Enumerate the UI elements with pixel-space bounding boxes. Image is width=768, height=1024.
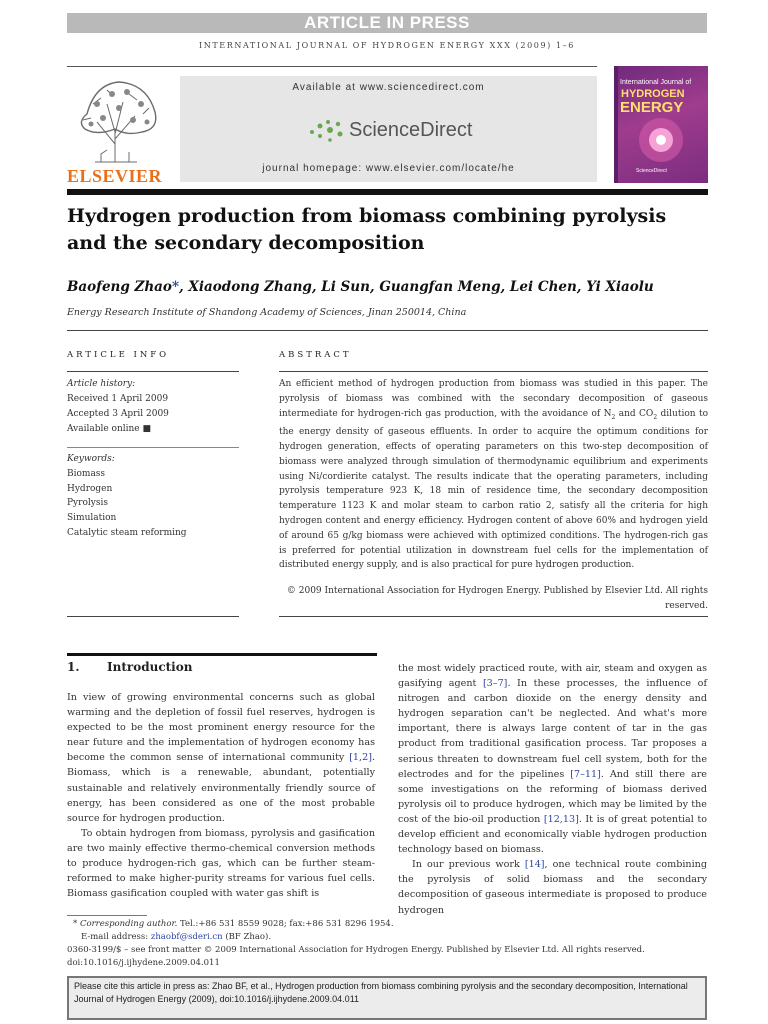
abstract-bottom-rule: [279, 616, 708, 617]
abstract-copyright: © 2009 International Association for Hydrogen Energy. Published by Elsevier Ltd. All rights reserved.: [286, 586, 708, 611]
header-rule: [67, 66, 597, 67]
keywords-list: [67, 452, 239, 541]
cover-line1: International Journal of: [620, 79, 692, 86]
paragraph: To obtain hydrogen from biomass, pyrolysis and gasification are two mainly effective thermo-chemical conversion methods to produce hydrogen-rich gas, which can be further steam-reformed to make higher-purity streams for various fuel cells. Biomass gasification coupled with water gas shift is: [67, 827, 375, 900]
keyword: Simulation: [67, 513, 117, 524]
footnote-rule: [67, 915, 147, 916]
intro-section-number: 1.: [67, 660, 80, 674]
keywords-divider: [67, 447, 239, 448]
cover-sciencedirect-badge: ScienceDirect: [636, 168, 667, 174]
keyword: Catalytic steam reforming: [67, 527, 187, 538]
intro-section-bar: [67, 653, 377, 656]
subscript: 2: [653, 413, 658, 421]
abstract-text: [279, 377, 708, 573]
email-label: E-mail address:: [81, 932, 151, 942]
sciencedirect-logo-text: ScienceDirect: [349, 119, 473, 141]
footnotes: [67, 918, 707, 970]
elsevier-wordmark: ELSEVIER: [67, 166, 163, 186]
abstract-rule: [279, 371, 708, 372]
issn-line: 0360-3199/$ – see front matter © 2009 International Association for Hydrogen Energy. Published by Elsevier Ltd. All rights reserved.: [67, 945, 645, 955]
paragraph: [398, 661, 707, 857]
paragraph: [398, 857, 707, 917]
subscript: 2: [611, 413, 616, 421]
body-column-left: [67, 690, 375, 901]
keyword: Biomass: [67, 468, 106, 479]
affiliation: Energy Research Institute of Shandong Academy of Sciences, Jinan 250014, China: [67, 307, 467, 318]
article-info-bottom-rule: [67, 616, 239, 617]
header-thick-rule: [67, 189, 708, 195]
cover-line3: ENERGY: [620, 99, 684, 116]
other-authors: , Xiaodong Zhang, Li Sun, Guangfan Meng, Lei Chen, Yi Xiaolu: [179, 279, 654, 295]
article-info-heading: ARTICLE INFO: [67, 350, 170, 360]
abstract-part: and CO: [615, 408, 654, 419]
author-list: [67, 279, 707, 295]
email-note: [67, 931, 707, 944]
keywords-label: Keywords:: [67, 454, 115, 464]
sciencedirect-available-link[interactable]: Available at www.sciencedirect.com: [292, 82, 485, 93]
abstract-part: dilution to the energy density of gaseous effluents. In order to acquire the optimum conditions for hydrogen generation, effects of operating parameters on this two-step decomposition of biomass were analyzed through simulation of thermodynamic equilibrium and experiments using Ni/cordierite catalyst. The results indicate that the operating parameters, including pyrolysis temperature 923 K, 18 min of residence time, the secondary decomposition temperature 1123 K and molar steam to carbon ratio 2, satisfy all the criteria for high hydrogen content and energy efficiency. Hydrogen content of above 60% and hydrogen yield of around 65 g/kg biomass were achieved with optimized conditions. The hydrogen-rich gas is preferred for potential utilization in downstream fuel cells for the implementation of distributed energy supply, and is also practical for pure hydrogen production.: [279, 408, 708, 571]
citation-link[interactable]: [14]: [524, 859, 545, 871]
section-rule: [67, 330, 708, 331]
text-run: In our previous work: [412, 859, 525, 871]
abstract-heading: ABSTRACT: [279, 350, 352, 360]
text-run: the most widely practiced route, with air, steam and oxygen as gasifying agent: [398, 663, 707, 690]
paper-title: Hydrogen production from biomass combining pyrolysis and the secondary decomposition: [67, 205, 667, 254]
online-date: Available online ■: [67, 424, 151, 434]
journal-running-head: INTERNATIONAL JOURNAL OF HYDROGEN ENERGY XXX (2009) 1–6: [199, 41, 575, 50]
corr-text: Tel.:+86 531 8559 9028; fax:+86 531 8296 1954.: [177, 919, 394, 929]
paragraph: [67, 690, 375, 826]
abstract-part: An efficient method of hydrogen production from biomass was studied in this paper. The pyrolysis of biomass was combined with the secondary decomposition of gaseous intermediate for hydrogen-rich gas production, with the avoidance of N: [279, 379, 708, 419]
citation-link[interactable]: [1,2]: [349, 752, 372, 764]
keyword: Pyrolysis: [67, 498, 108, 509]
email-link[interactable]: zhaobf@sderi.cn: [150, 932, 223, 942]
text-run: . Biomass, which is a renewable, abundant, potentially sustainable and relatively environmentally friendly source of energy, has been considered as one of the most probable source for hydrogen production.: [67, 752, 375, 824]
text-run: . And still there are some investigations on the reforming of biomass derived pyrolysis oil to produce hydrogen, which may be limited by the cost of the bio-oil production: [398, 768, 707, 825]
corresponding-author-marker[interactable]: *: [171, 279, 179, 295]
first-author: Baofeng Zhao: [67, 279, 172, 295]
intro-section-title: Introduction: [107, 660, 193, 674]
text-run: In view of growing environmental concerns such as global warming and the depletion of fossil fuel reserves, hydrogen is expected to be the most prominent energy resource for the near future and the implementation of hydrogen economy has become the common sense of international community: [67, 692, 375, 764]
text-run: , one technical route combining the pyrolysis of solid biomass and the secondary decomposition of gaseous intermediate is proposed to produce hydrogen: [398, 859, 707, 916]
article-in-press-banner: ARTICLE IN PRESS: [67, 13, 707, 33]
article-history: [67, 377, 239, 437]
article-info-rule: [67, 371, 239, 372]
cover-line2: HYDROGEN: [621, 88, 685, 100]
history-label: Article history:: [67, 379, 136, 389]
text-run: . It is of great potential to develop efficient and economically viable hydrogen production technology based on biomass.: [398, 813, 707, 856]
accepted-date: Accepted 3 April 2009: [67, 409, 169, 419]
body-column-right: [398, 661, 707, 918]
keyword: Hydrogen: [67, 483, 113, 494]
corr-label: * Corresponding author.: [73, 919, 178, 929]
citation-link[interactable]: [3–7]: [482, 678, 508, 690]
corresponding-author-note: [67, 918, 707, 931]
citation-link[interactable]: [12,13]: [543, 813, 579, 825]
citation-link[interactable]: [7–11]: [570, 768, 601, 780]
citation-box: Please cite this article in press as: Zhao BF, et al., Hydrogen production from biomass combining pyrolysis and the secondary decomposition, International Journal of Hydrogen Energy (2009), doi:10.1016/j.ijhydene.2009.04.011: [67, 976, 707, 1020]
journal-homepage-link[interactable]: journal homepage: www.elsevier.com/locate/he: [262, 163, 515, 174]
doi-line: doi:10.1016/j.ijhydene.2009.04.011: [67, 958, 220, 968]
email-tail: (BF Zhao).: [222, 932, 272, 942]
text-run: . In these processes, the influence of nitrogen and carbon dioxide on the energy density and hydrogen separation can't be neglected. And what's more important, there is always large content of tar in the gas product from traditional gasification process. Tar proposes a serious threaten to downstream fuel cell system, both for the electrodes and for the pipelines: [398, 678, 708, 780]
received-date: Received 1 April 2009: [67, 394, 169, 404]
